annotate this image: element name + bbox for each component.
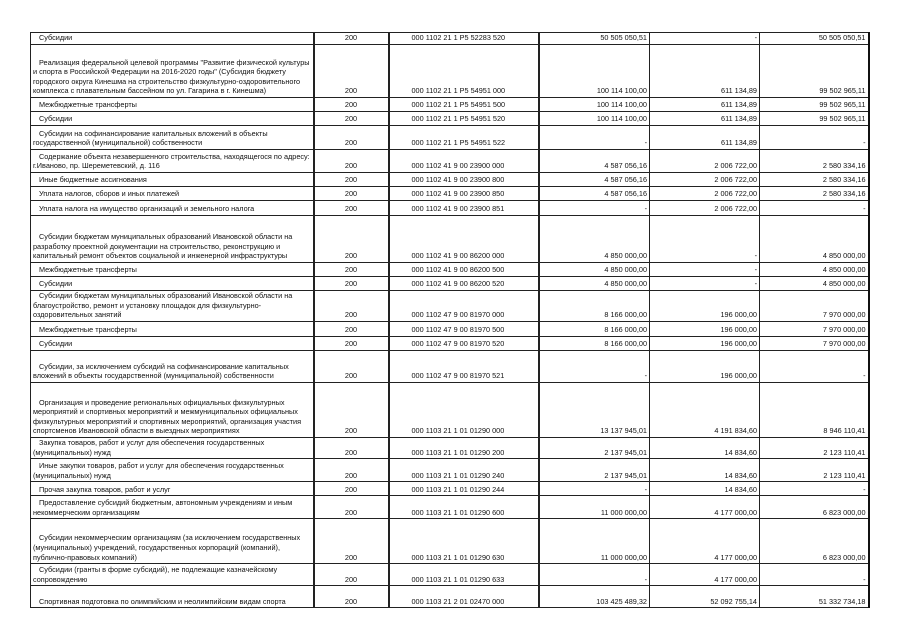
budget-classification-code: 000 1102 47 9 00 81970 520 [389, 337, 539, 351]
table-row [31, 438, 869, 459]
budget-classification-code: 000 1102 41 9 00 23900 850 [389, 187, 539, 201]
approved-amount: - [539, 482, 650, 496]
executed-amount: - [650, 216, 760, 263]
table-row [31, 45, 869, 98]
approved-amount: - [539, 564, 650, 586]
row-name: Спортивная подготовка по олимпийским и неолимпийским видам спорта [31, 586, 314, 608]
approved-amount: 8 166 000,00 [539, 322, 650, 337]
budget-classification-code: 000 1102 21 1 P5 54951 000 [389, 45, 539, 98]
row-name: Субсидии (гранты в форме субсидий), не подлежащие казначейскому сопровождению [31, 564, 314, 586]
remaining-amount: 51 332 734,18 [760, 586, 869, 608]
row-name: Субсидии бюджетам муниципальных образований Ивановской области на разработку проектной документации на строительство, реконструкцию и капитальный ремонт объектов социальной и инженерной инфраструктуры [31, 216, 314, 263]
remaining-amount: 4 850 000,00 [760, 216, 869, 263]
executed-amount: - [650, 263, 760, 277]
budget-classification-code: 000 1103 21 1 01 01290 240 [389, 459, 539, 482]
approved-amount: - [539, 126, 650, 150]
remaining-amount: - [760, 564, 869, 586]
table-row [31, 351, 869, 383]
table-row [31, 150, 869, 173]
executed-amount: 4 177 000,00 [650, 496, 760, 519]
line-code: 200 [314, 216, 389, 263]
row-name: Субсидии [31, 33, 314, 45]
remaining-amount: - [760, 201, 869, 216]
approved-amount: 2 137 945,01 [539, 459, 650, 482]
budget-classification-code: 000 1102 21 1 P5 54951 522 [389, 126, 539, 150]
executed-amount: 4 177 000,00 [650, 564, 760, 586]
row-name: Субсидии [31, 112, 314, 126]
executed-amount: 4 177 000,00 [650, 519, 760, 564]
executed-amount: 14 834,60 [650, 438, 760, 459]
line-code: 200 [314, 112, 389, 126]
executed-amount: 2 006 722,00 [650, 173, 760, 187]
approved-amount: 11 000 000,00 [539, 496, 650, 519]
table-row [31, 383, 869, 438]
line-code: 200 [314, 438, 389, 459]
line-code: 200 [314, 263, 389, 277]
row-name: Межбюджетные трансферты [31, 263, 314, 277]
budget-classification-code: 000 1102 41 9 00 23900 000 [389, 150, 539, 173]
table-row [31, 519, 869, 564]
budget-classification-code: 000 1103 21 1 01 01290 200 [389, 438, 539, 459]
line-code: 200 [314, 126, 389, 150]
executed-amount: 52 092 755,14 [650, 586, 760, 608]
line-code: 200 [314, 482, 389, 496]
approved-amount: 103 425 489,32 [539, 586, 650, 608]
row-name: Субсидии [31, 277, 314, 291]
line-code: 200 [314, 173, 389, 187]
approved-amount: 100 114 100,00 [539, 45, 650, 98]
budget-classification-code: 000 1102 47 9 00 81970 521 [389, 351, 539, 383]
row-name: Закупка товаров, работ и услуг для обеспечения государственных (муниципальных) нужд [31, 438, 314, 459]
approved-amount: 100 114 100,00 [539, 98, 650, 112]
executed-amount: 196 000,00 [650, 337, 760, 351]
line-code: 200 [314, 383, 389, 438]
table-row [31, 216, 869, 263]
budget-classification-code: 000 1102 21 1 P5 54951 520 [389, 112, 539, 126]
line-code: 200 [314, 150, 389, 173]
approved-amount: 4 587 056,16 [539, 173, 650, 187]
table-row [31, 187, 869, 201]
remaining-amount: 4 850 000,00 [760, 263, 869, 277]
budget-execution-table [30, 32, 870, 608]
line-code: 200 [314, 187, 389, 201]
remaining-amount: 7 970 000,00 [760, 337, 869, 351]
line-code: 200 [314, 337, 389, 351]
executed-amount: 4 191 834,60 [650, 383, 760, 438]
approved-amount: 13 137 945,01 [539, 383, 650, 438]
remaining-amount: - [760, 126, 869, 150]
table-row [31, 459, 869, 482]
budget-classification-code: 000 1102 41 9 00 86200 000 [389, 216, 539, 263]
row-name: Уплата налога на имущество организаций и земельного налога [31, 201, 314, 216]
row-name: Субсидии некоммерческим организациям (за исключением государственных (муниципальных) учреждений, государственных корпораций (компаний), публично-правовых компаний) [31, 519, 314, 564]
table-row [31, 277, 869, 291]
remaining-amount: - [760, 351, 869, 383]
line-code: 200 [314, 459, 389, 482]
approved-amount: 2 137 945,01 [539, 438, 650, 459]
line-code: 200 [314, 351, 389, 383]
executed-amount: 611 134,89 [650, 98, 760, 112]
line-code: 200 [314, 586, 389, 608]
budget-classification-code: 000 1102 41 9 00 86200 520 [389, 277, 539, 291]
table-row [31, 564, 869, 586]
budget-classification-code: 000 1102 21 1 P5 54951 500 [389, 98, 539, 112]
executed-amount: 611 134,89 [650, 126, 760, 150]
line-code: 200 [314, 277, 389, 291]
row-name: Реализация федеральной целевой программы "Развитие физической культуры и спорта в Российской Федерации на 2016-2020 годы" (Субсидия бюджету городского округа Кинешма на строительство физкультурно-оздоровительного комплекса с плавательным бассейном по ул. Гагарина в г. Кинешма) [31, 45, 314, 98]
line-code: 200 [314, 45, 389, 98]
row-name: Организация и проведение региональных официальных физкультурных мероприятий и спортивных мероприятий и межмуниципальных официальных физкультурных мероприятий и спортивных мероприятий, организация участия спортсменов Ивановской области в выездных мероприятиях [31, 383, 314, 438]
executed-amount: 611 134,89 [650, 112, 760, 126]
executed-amount: 2 006 722,00 [650, 150, 760, 173]
line-code: 200 [314, 564, 389, 586]
line-code: 200 [314, 496, 389, 519]
remaining-amount: 2 580 334,16 [760, 150, 869, 173]
row-name: Прочая закупка товаров, работ и услуг [31, 482, 314, 496]
executed-amount: 196 000,00 [650, 291, 760, 322]
table-row [31, 201, 869, 216]
table-row [31, 337, 869, 351]
remaining-amount: 7 970 000,00 [760, 322, 869, 337]
budget-classification-code: 000 1103 21 1 01 01290 000 [389, 383, 539, 438]
remaining-amount: 2 580 334,16 [760, 187, 869, 201]
row-name: Предоставление субсидий бюджетным, автономным учреждениям и иным некоммерческим организациям [31, 496, 314, 519]
budget-classification-code: 000 1102 47 9 00 81970 500 [389, 322, 539, 337]
row-name: Межбюджетные трансферты [31, 322, 314, 337]
approved-amount: 4 850 000,00 [539, 216, 650, 263]
approved-amount: 50 505 050,51 [539, 33, 650, 45]
table-row [31, 173, 869, 187]
table-row [31, 33, 869, 45]
line-code: 200 [314, 519, 389, 564]
approved-amount: 11 000 000,00 [539, 519, 650, 564]
remaining-amount: 4 850 000,00 [760, 277, 869, 291]
table-row [31, 482, 869, 496]
row-name: Содержание объекта незавершенного строительства, находящегося по адресу: г.Иваново, пр. Шереметевский, д. 116 [31, 150, 314, 173]
executed-amount: 14 834,60 [650, 482, 760, 496]
budget-classification-code: 000 1102 41 9 00 23900 851 [389, 201, 539, 216]
budget-classification-code: 000 1102 41 9 00 86200 500 [389, 263, 539, 277]
table-row [31, 126, 869, 150]
budget-classification-code: 000 1103 21 1 01 01290 244 [389, 482, 539, 496]
executed-amount: - [650, 277, 760, 291]
remaining-amount: 50 505 050,51 [760, 33, 869, 45]
table-row [31, 291, 869, 322]
budget-classification-code: 000 1103 21 1 01 01290 630 [389, 519, 539, 564]
remaining-amount: 2 123 110,41 [760, 438, 869, 459]
budget-classification-code: 000 1103 21 2 01 02470 000 [389, 586, 539, 608]
approved-amount: 8 166 000,00 [539, 337, 650, 351]
approved-amount: - [539, 351, 650, 383]
approved-amount: 8 166 000,00 [539, 291, 650, 322]
row-name: Иные бюджетные ассигнования [31, 173, 314, 187]
approved-amount: - [539, 201, 650, 216]
remaining-amount: - [760, 482, 869, 496]
row-name: Межбюджетные трансферты [31, 98, 314, 112]
executed-amount: 196 000,00 [650, 351, 760, 383]
approved-amount: 4 850 000,00 [539, 263, 650, 277]
remaining-amount: 99 502 965,11 [760, 112, 869, 126]
table-row [31, 98, 869, 112]
row-name: Субсидии, за исключением субсидий на софинансирование капитальных вложений в объекты государственной (муниципальной) собственности [31, 351, 314, 383]
budget-classification-code: 000 1103 21 1 01 01290 633 [389, 564, 539, 586]
executed-amount: 611 134,89 [650, 45, 760, 98]
approved-amount: 4 850 000,00 [539, 277, 650, 291]
executed-amount: 196 000,00 [650, 322, 760, 337]
approved-amount: 4 587 056,16 [539, 187, 650, 201]
remaining-amount: 2 123 110,41 [760, 459, 869, 482]
line-code: 200 [314, 201, 389, 216]
line-code: 200 [314, 98, 389, 112]
row-name: Субсидии бюджетам муниципальных образований Ивановской области на благоустройство, ремонт и установку площадок для физкультурно-оздоровительных занятий [31, 291, 314, 322]
approved-amount: 4 587 056,16 [539, 150, 650, 173]
table-row [31, 263, 869, 277]
line-code: 200 [314, 322, 389, 337]
table-row [31, 586, 869, 608]
remaining-amount: 99 502 965,11 [760, 98, 869, 112]
executed-amount: 2 006 722,00 [650, 201, 760, 216]
executed-amount: 14 834,60 [650, 459, 760, 482]
remaining-amount: 6 823 000,00 [760, 519, 869, 564]
remaining-amount: 6 823 000,00 [760, 496, 869, 519]
line-code: 200 [314, 33, 389, 45]
table-row [31, 112, 869, 126]
remaining-amount: 7 970 000,00 [760, 291, 869, 322]
budget-classification-code: 000 1103 21 1 01 01290 600 [389, 496, 539, 519]
executed-amount: 2 006 722,00 [650, 187, 760, 201]
remaining-amount: 2 580 334,16 [760, 173, 869, 187]
row-name: Уплата налогов, сборов и иных платежей [31, 187, 314, 201]
row-name: Субсидии [31, 337, 314, 351]
budget-classification-code: 000 1102 47 9 00 81970 000 [389, 291, 539, 322]
budget-classification-code: 000 1102 41 9 00 23900 800 [389, 173, 539, 187]
remaining-amount: 8 946 110,41 [760, 383, 869, 438]
remaining-amount: 99 502 965,11 [760, 45, 869, 98]
executed-amount: - [650, 33, 760, 45]
line-code: 200 [314, 291, 389, 322]
row-name: Субсидии на софинансирование капитальных вложений в объекты государственной (муниципальной) собственности [31, 126, 314, 150]
table-row [31, 322, 869, 337]
approved-amount: 100 114 100,00 [539, 112, 650, 126]
table-row [31, 496, 869, 519]
row-name: Иные закупки товаров, работ и услуг для обеспечения государственных (муниципальных) нужд [31, 459, 314, 482]
budget-classification-code: 000 1102 21 1 P5 52283 520 [389, 33, 539, 45]
